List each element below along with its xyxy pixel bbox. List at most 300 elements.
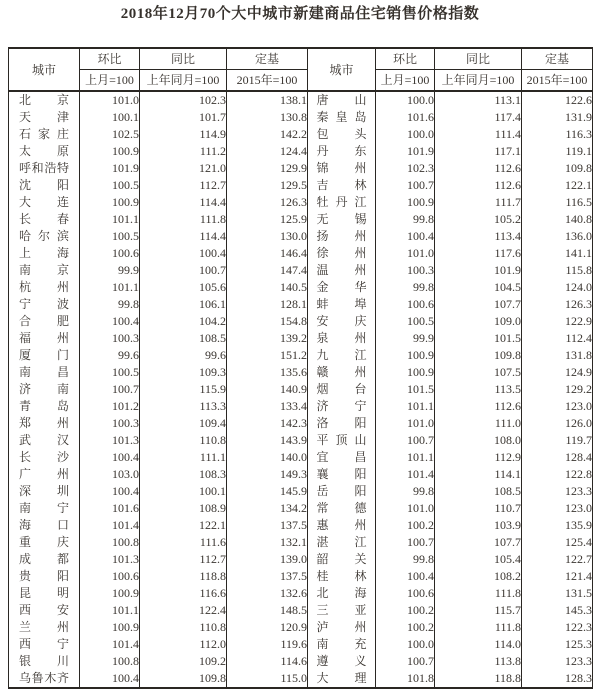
city-name: 武汉 bbox=[19, 433, 69, 447]
city-cell bbox=[9, 330, 80, 347]
mom-cell: 100.5 bbox=[80, 228, 140, 245]
city-cell bbox=[308, 636, 376, 653]
yoy-cell: 111.8 bbox=[435, 585, 522, 602]
yoy-cell: 113.4 bbox=[435, 228, 522, 245]
table-header bbox=[9, 48, 593, 91]
mom-cell: 100.3 bbox=[80, 330, 140, 347]
mom-cell: 100.7 bbox=[376, 432, 435, 449]
yoy-cell: 122.1 bbox=[140, 517, 227, 534]
city-cell bbox=[9, 534, 80, 551]
yoy-cell: 105.2 bbox=[435, 211, 522, 228]
city-cell bbox=[308, 517, 376, 534]
base-cell: 126.3 bbox=[522, 296, 593, 313]
city-cell bbox=[308, 211, 376, 228]
table-row bbox=[9, 483, 593, 500]
mom-cell: 100.7 bbox=[376, 534, 435, 551]
base-cell: 146.4 bbox=[227, 245, 308, 262]
base-cell: 123.3 bbox=[522, 653, 593, 670]
city-name: 海口 bbox=[19, 518, 69, 532]
yoy-cell: 114.0 bbox=[435, 636, 522, 653]
city-name: 包头 bbox=[316, 127, 367, 141]
city-cell bbox=[9, 551, 80, 568]
mom-cell: 100.2 bbox=[376, 602, 435, 619]
table-row bbox=[9, 296, 593, 313]
yoy-cell: 101.5 bbox=[435, 330, 522, 347]
mom-cell: 100.9 bbox=[80, 585, 140, 602]
city-name: 宜昌 bbox=[316, 450, 367, 464]
header-city-right: 城市 bbox=[308, 48, 376, 91]
yoy-cell: 113.1 bbox=[435, 91, 522, 109]
mom-cell: 100.5 bbox=[80, 364, 140, 381]
table-row bbox=[9, 636, 593, 653]
mom-cell: 101.1 bbox=[80, 211, 140, 228]
mom-cell: 99.6 bbox=[80, 347, 140, 364]
city-name: 牡丹江 bbox=[316, 195, 367, 209]
table-row bbox=[9, 364, 593, 381]
city-name: 湛江 bbox=[316, 535, 367, 549]
page-title: 2018年12月70个大中城市新建商品住宅销售价格指数 bbox=[120, 6, 480, 22]
city-cell bbox=[9, 347, 80, 364]
city-name: 吉林 bbox=[316, 178, 367, 192]
mom-cell: 99.8 bbox=[376, 551, 435, 568]
city-name: 惠州 bbox=[316, 518, 367, 532]
table-row bbox=[9, 432, 593, 449]
base-cell: 125.9 bbox=[227, 211, 308, 228]
yoy-cell: 111.1 bbox=[140, 449, 227, 466]
mom-cell: 100.5 bbox=[80, 177, 140, 194]
table-row bbox=[9, 449, 593, 466]
base-cell: 148.5 bbox=[227, 602, 308, 619]
base-cell: 122.6 bbox=[522, 91, 593, 109]
base-cell: 122.8 bbox=[522, 466, 593, 483]
subheader-base-right: 2015年=100 bbox=[522, 70, 593, 92]
yoy-cell: 110.8 bbox=[140, 619, 227, 636]
city-cell bbox=[308, 262, 376, 279]
city-cell bbox=[9, 636, 80, 653]
mom-cell: 100.4 bbox=[80, 313, 140, 330]
base-cell: 119.6 bbox=[227, 636, 308, 653]
mom-cell: 100.2 bbox=[376, 517, 435, 534]
table-row bbox=[9, 126, 593, 143]
city-name: 南充 bbox=[316, 637, 367, 651]
table-row bbox=[9, 398, 593, 415]
table-row bbox=[9, 500, 593, 517]
yoy-cell: 112.6 bbox=[435, 398, 522, 415]
base-cell: 132.1 bbox=[227, 534, 308, 551]
mom-cell: 100.4 bbox=[80, 670, 140, 688]
city-cell bbox=[9, 653, 80, 670]
mom-cell: 99.8 bbox=[376, 211, 435, 228]
mom-cell: 101.9 bbox=[376, 143, 435, 160]
yoy-cell: 118.8 bbox=[140, 568, 227, 585]
base-cell: 142.3 bbox=[227, 415, 308, 432]
base-cell: 137.5 bbox=[227, 517, 308, 534]
yoy-cell: 111.4 bbox=[435, 126, 522, 143]
base-cell: 131.8 bbox=[522, 347, 593, 364]
city-name: 呼和浩特 bbox=[19, 161, 69, 175]
city-name: 宁波 bbox=[19, 297, 69, 311]
city-cell bbox=[308, 91, 376, 109]
yoy-cell: 112.7 bbox=[140, 551, 227, 568]
base-cell: 126.3 bbox=[227, 194, 308, 211]
mom-cell: 101.1 bbox=[376, 449, 435, 466]
city-cell bbox=[9, 483, 80, 500]
yoy-cell: 103.9 bbox=[435, 517, 522, 534]
mom-cell: 100.1 bbox=[80, 109, 140, 126]
city-cell bbox=[308, 143, 376, 160]
table-row bbox=[9, 143, 593, 160]
city-cell bbox=[308, 330, 376, 347]
city-name: 大连 bbox=[19, 195, 69, 209]
city-name: 南昌 bbox=[19, 365, 69, 379]
city-name: 厦门 bbox=[19, 348, 69, 362]
base-cell: 125.4 bbox=[522, 534, 593, 551]
base-cell: 126.0 bbox=[522, 415, 593, 432]
mom-cell: 100.7 bbox=[376, 177, 435, 194]
city-cell bbox=[308, 126, 376, 143]
mom-cell: 100.9 bbox=[376, 194, 435, 211]
city-name: 泸州 bbox=[316, 620, 367, 634]
city-name: 襄阳 bbox=[316, 467, 367, 481]
mom-cell: 100.5 bbox=[376, 313, 435, 330]
base-cell: 131.9 bbox=[522, 109, 593, 126]
yoy-cell: 107.7 bbox=[435, 534, 522, 551]
mom-cell: 100.4 bbox=[80, 483, 140, 500]
city-cell bbox=[308, 279, 376, 296]
city-cell bbox=[308, 228, 376, 245]
city-cell bbox=[308, 585, 376, 602]
city-cell bbox=[308, 568, 376, 585]
mom-cell: 101.2 bbox=[80, 398, 140, 415]
base-cell: 125.3 bbox=[522, 636, 593, 653]
yoy-cell: 108.2 bbox=[435, 568, 522, 585]
base-cell: 136.0 bbox=[522, 228, 593, 245]
mom-cell: 101.4 bbox=[80, 636, 140, 653]
table-row bbox=[9, 228, 593, 245]
city-cell bbox=[308, 177, 376, 194]
city-cell bbox=[308, 381, 376, 398]
yoy-cell: 107.7 bbox=[435, 296, 522, 313]
city-name: 温州 bbox=[316, 263, 367, 277]
yoy-cell: 107.5 bbox=[435, 364, 522, 381]
base-cell: 141.1 bbox=[522, 245, 593, 262]
mom-cell: 99.8 bbox=[80, 296, 140, 313]
city-name: 赣州 bbox=[316, 365, 367, 379]
yoy-cell: 102.3 bbox=[140, 91, 227, 109]
table-row bbox=[9, 670, 593, 688]
yoy-cell: 110.7 bbox=[435, 500, 522, 517]
mom-cell: 100.8 bbox=[80, 534, 140, 551]
city-name: 深圳 bbox=[19, 484, 69, 498]
mom-cell: 100.9 bbox=[376, 347, 435, 364]
subheader-yoy-right: 上年同月=100 bbox=[435, 70, 522, 92]
city-cell bbox=[9, 415, 80, 432]
mom-cell: 101.8 bbox=[376, 670, 435, 688]
subheader-base-left: 2015年=100 bbox=[227, 70, 308, 92]
base-cell: 115.8 bbox=[522, 262, 593, 279]
yoy-cell: 111.8 bbox=[140, 211, 227, 228]
base-cell: 130.0 bbox=[227, 228, 308, 245]
yoy-cell: 112.7 bbox=[140, 177, 227, 194]
city-cell bbox=[308, 534, 376, 551]
yoy-cell: 109.8 bbox=[140, 670, 227, 688]
mom-cell: 99.8 bbox=[376, 483, 435, 500]
yoy-cell: 101.9 bbox=[435, 262, 522, 279]
base-cell: 135.6 bbox=[227, 364, 308, 381]
table-row bbox=[9, 160, 593, 177]
mom-cell: 101.0 bbox=[376, 500, 435, 517]
base-cell: 147.4 bbox=[227, 262, 308, 279]
mom-cell: 100.3 bbox=[80, 415, 140, 432]
table-row bbox=[9, 585, 593, 602]
base-cell: 124.0 bbox=[522, 279, 593, 296]
base-cell: 120.9 bbox=[227, 619, 308, 636]
yoy-cell: 116.6 bbox=[140, 585, 227, 602]
city-cell bbox=[9, 568, 80, 585]
yoy-cell: 100.1 bbox=[140, 483, 227, 500]
city-cell bbox=[308, 602, 376, 619]
yoy-cell: 109.0 bbox=[435, 313, 522, 330]
city-cell bbox=[9, 364, 80, 381]
table-row bbox=[9, 347, 593, 364]
city-cell bbox=[308, 653, 376, 670]
city-name: 天津 bbox=[19, 110, 69, 124]
city-name: 遵义 bbox=[316, 654, 367, 668]
yoy-cell: 111.8 bbox=[435, 619, 522, 636]
yoy-cell: 108.5 bbox=[140, 330, 227, 347]
mom-cell: 100.6 bbox=[376, 585, 435, 602]
city-cell bbox=[9, 279, 80, 296]
city-name: 南宁 bbox=[19, 501, 69, 515]
yoy-cell: 113.8 bbox=[435, 653, 522, 670]
city-name: 广州 bbox=[19, 467, 69, 481]
city-name: 西安 bbox=[19, 603, 69, 617]
city-name: 无锡 bbox=[316, 212, 367, 226]
yoy-cell: 117.1 bbox=[435, 143, 522, 160]
yoy-cell: 114.1 bbox=[435, 466, 522, 483]
base-cell: 139.2 bbox=[227, 330, 308, 347]
yoy-cell: 115.7 bbox=[435, 602, 522, 619]
city-name: 福州 bbox=[19, 331, 69, 345]
yoy-cell: 108.0 bbox=[435, 432, 522, 449]
city-cell bbox=[9, 670, 80, 688]
table-row bbox=[9, 619, 593, 636]
city-cell bbox=[9, 449, 80, 466]
base-cell: 137.5 bbox=[227, 568, 308, 585]
header-yoy-right: 同比 bbox=[435, 48, 522, 70]
base-cell: 151.2 bbox=[227, 347, 308, 364]
city-name: 蚌埠 bbox=[316, 297, 367, 311]
base-cell: 109.8 bbox=[522, 160, 593, 177]
yoy-cell: 108.3 bbox=[140, 466, 227, 483]
city-name: 济宁 bbox=[316, 399, 367, 413]
city-cell bbox=[308, 466, 376, 483]
city-cell bbox=[9, 109, 80, 126]
header-city-left: 城市 bbox=[9, 48, 80, 91]
city-name: 西宁 bbox=[19, 637, 69, 651]
city-name: 九江 bbox=[316, 348, 367, 362]
table-row bbox=[9, 211, 593, 228]
mom-cell: 100.8 bbox=[80, 653, 140, 670]
mom-cell: 99.9 bbox=[80, 262, 140, 279]
base-cell: 122.3 bbox=[522, 619, 593, 636]
city-name: 金华 bbox=[316, 280, 367, 294]
header-base-left: 定基 bbox=[227, 48, 308, 70]
mom-cell: 100.0 bbox=[376, 91, 435, 109]
mom-cell: 101.6 bbox=[376, 109, 435, 126]
mom-cell: 102.5 bbox=[80, 126, 140, 143]
subheader-mom-right: 上月=100 bbox=[376, 70, 435, 92]
city-name: 济南 bbox=[19, 382, 69, 396]
mom-cell: 99.9 bbox=[376, 330, 435, 347]
base-cell: 119.1 bbox=[522, 143, 593, 160]
mom-cell: 100.9 bbox=[80, 143, 140, 160]
mom-cell: 101.1 bbox=[80, 279, 140, 296]
city-name: 岳阳 bbox=[316, 484, 367, 498]
table-row bbox=[9, 551, 593, 568]
city-name: 北海 bbox=[316, 586, 367, 600]
yoy-cell: 113.5 bbox=[435, 381, 522, 398]
mom-cell: 100.2 bbox=[376, 619, 435, 636]
city-cell bbox=[308, 347, 376, 364]
base-cell: 145.9 bbox=[227, 483, 308, 500]
mom-cell: 100.7 bbox=[376, 653, 435, 670]
yoy-cell: 112.6 bbox=[435, 177, 522, 194]
city-cell bbox=[9, 262, 80, 279]
yoy-cell: 100.4 bbox=[140, 245, 227, 262]
mom-cell: 101.0 bbox=[376, 245, 435, 262]
header-yoy-left: 同比 bbox=[140, 48, 227, 70]
city-cell bbox=[9, 585, 80, 602]
city-cell bbox=[9, 211, 80, 228]
mom-cell: 100.0 bbox=[376, 126, 435, 143]
table-row bbox=[9, 194, 593, 211]
city-name: 徐州 bbox=[316, 246, 367, 260]
city-cell bbox=[9, 245, 80, 262]
city-name: 平顶山 bbox=[316, 433, 367, 447]
mom-cell: 101.3 bbox=[80, 432, 140, 449]
city-name: 烟台 bbox=[316, 382, 367, 396]
city-name: 上海 bbox=[19, 246, 69, 260]
base-cell: 134.2 bbox=[227, 500, 308, 517]
yoy-cell: 104.2 bbox=[140, 313, 227, 330]
base-cell: 121.4 bbox=[522, 568, 593, 585]
base-cell: 154.8 bbox=[227, 313, 308, 330]
mom-cell: 102.3 bbox=[376, 160, 435, 177]
yoy-cell: 105.4 bbox=[435, 551, 522, 568]
table-row bbox=[9, 653, 593, 670]
yoy-cell: 108.5 bbox=[435, 483, 522, 500]
mom-cell: 101.4 bbox=[80, 517, 140, 534]
mom-cell: 100.9 bbox=[80, 194, 140, 211]
city-cell bbox=[308, 398, 376, 415]
city-name: 唐山 bbox=[316, 93, 367, 107]
base-cell: 129.2 bbox=[522, 381, 593, 398]
mom-cell: 100.4 bbox=[376, 568, 435, 585]
base-cell: 129.5 bbox=[227, 177, 308, 194]
city-name: 杭州 bbox=[19, 280, 69, 294]
base-cell: 112.4 bbox=[522, 330, 593, 347]
city-name: 合肥 bbox=[19, 314, 69, 328]
city-cell bbox=[308, 415, 376, 432]
city-name: 石家庄 bbox=[19, 127, 69, 141]
base-cell: 124.9 bbox=[522, 364, 593, 381]
base-cell: 115.0 bbox=[227, 670, 308, 688]
header-mom-right: 环比 bbox=[376, 48, 435, 70]
mom-cell: 100.6 bbox=[376, 296, 435, 313]
yoy-cell: 112.6 bbox=[435, 160, 522, 177]
city-cell bbox=[9, 296, 80, 313]
city-name: 锦州 bbox=[316, 161, 367, 175]
city-cell bbox=[9, 432, 80, 449]
city-cell bbox=[308, 160, 376, 177]
base-cell: 128.1 bbox=[227, 296, 308, 313]
city-cell bbox=[9, 398, 80, 415]
base-cell: 140.5 bbox=[227, 279, 308, 296]
table-body bbox=[9, 91, 593, 688]
city-name: 三亚 bbox=[316, 603, 367, 617]
mom-cell: 100.0 bbox=[376, 636, 435, 653]
city-cell bbox=[9, 466, 80, 483]
city-cell bbox=[308, 500, 376, 517]
yoy-cell: 106.1 bbox=[140, 296, 227, 313]
mom-cell: 101.3 bbox=[80, 551, 140, 568]
yoy-cell: 114.9 bbox=[140, 126, 227, 143]
yoy-cell: 101.7 bbox=[140, 109, 227, 126]
mom-cell: 103.0 bbox=[80, 466, 140, 483]
yoy-cell: 115.9 bbox=[140, 381, 227, 398]
base-cell: 145.3 bbox=[522, 602, 593, 619]
table-row bbox=[9, 517, 593, 534]
city-cell bbox=[308, 364, 376, 381]
mom-cell: 100.3 bbox=[376, 262, 435, 279]
table-row bbox=[9, 602, 593, 619]
base-cell: 142.2 bbox=[227, 126, 308, 143]
table-row bbox=[9, 91, 593, 109]
mom-cell: 100.6 bbox=[80, 245, 140, 262]
city-cell bbox=[9, 602, 80, 619]
yoy-cell: 112.0 bbox=[140, 636, 227, 653]
city-name: 成都 bbox=[19, 552, 69, 566]
city-cell bbox=[308, 194, 376, 211]
table-row bbox=[9, 330, 593, 347]
yoy-cell: 100.7 bbox=[140, 262, 227, 279]
city-cell bbox=[308, 296, 376, 313]
city-cell bbox=[9, 91, 80, 109]
base-cell: 129.9 bbox=[227, 160, 308, 177]
base-cell: 128.4 bbox=[522, 449, 593, 466]
city-name: 太原 bbox=[19, 144, 69, 158]
city-name: 贵阳 bbox=[19, 569, 69, 583]
yoy-cell: 121.0 bbox=[140, 160, 227, 177]
yoy-cell: 114.4 bbox=[140, 228, 227, 245]
city-name: 兰州 bbox=[19, 620, 69, 634]
mom-cell: 100.9 bbox=[80, 619, 140, 636]
city-name: 丹东 bbox=[316, 144, 367, 158]
mom-cell: 101.1 bbox=[376, 398, 435, 415]
yoy-cell: 105.6 bbox=[140, 279, 227, 296]
city-cell bbox=[308, 551, 376, 568]
base-cell: 124.4 bbox=[227, 143, 308, 160]
table-row bbox=[9, 466, 593, 483]
table-row bbox=[9, 534, 593, 551]
table-row bbox=[9, 245, 593, 262]
yoy-cell: 112.9 bbox=[435, 449, 522, 466]
city-name: 哈尔滨 bbox=[19, 229, 69, 243]
price-index-table bbox=[8, 47, 593, 689]
yoy-cell: 114.4 bbox=[140, 194, 227, 211]
city-name: 秦皇岛 bbox=[316, 110, 367, 124]
